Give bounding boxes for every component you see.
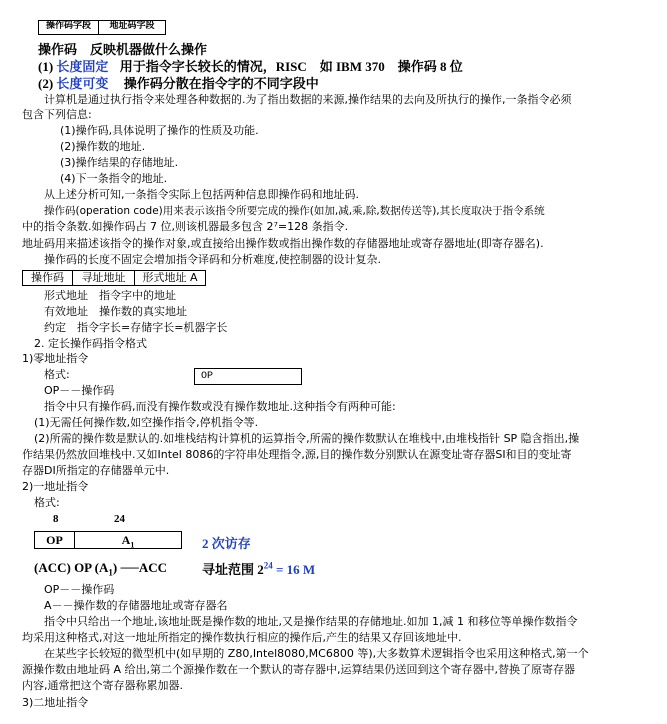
one-address-title: 2)一地址指令 xyxy=(22,480,89,493)
two-address-title: 3)二地址指令 xyxy=(22,696,89,709)
acc-expression-right: ) ──ACC xyxy=(112,560,168,575)
one-address-op-desc: OP－－操作码 xyxy=(44,583,115,596)
format-formal-address-cell: 形式地址 A xyxy=(142,271,198,284)
addressing-range-label: 寻址范围 2 xyxy=(202,562,264,577)
zero-address-op-desc: OP－－操作码 xyxy=(44,384,115,397)
addressing-range-exp: 24 xyxy=(263,560,273,571)
para-line: 包含下列信息: xyxy=(22,108,92,121)
one-address-line: 指令中只给出一个地址,该地址既是操作数的地址,又是操作结果的存储地址.如加 1,减 1 和移位等单操作数指令 xyxy=(44,615,578,628)
para-line: 中的指令条数.如操作码占 7 位,则该机器最多包含 2⁷=128 条指令. xyxy=(22,220,349,233)
opcode-field-cell: 操作码字段 xyxy=(39,21,99,34)
para-line: (1)操作码,具体说明了操作的性质及功能. xyxy=(60,124,259,137)
one-address-format-box xyxy=(34,531,182,549)
para-line: 地址码用来描述该指令的操作对象,或直接给出操作数或指出操作数的存储器地址或寄存器地址(即寄存器名). xyxy=(22,237,544,250)
def-formal-address: 形式地址 指令字中的地址 xyxy=(44,289,176,302)
one-address-a-cell xyxy=(75,532,181,548)
acc-expression-sub: 1 xyxy=(108,567,113,578)
opcode-heading: 操作码 反映机器做什么操作 xyxy=(38,42,208,57)
addressing-range-value: = 16 M xyxy=(272,562,316,577)
para-line: (2)操作数的地址. xyxy=(60,140,146,153)
format-opcode-cell: 操作码 xyxy=(23,271,73,285)
fixed-length-desc: 用于指令字长较长的情况，RISC 如 IBM 370 操作码 8 位 xyxy=(119,59,463,74)
para-line: 从上述分析可知,一条指令实际上包括两种信息即操作码和地址码. xyxy=(44,188,359,201)
para-line: 操作码的长度不固定会增加指令译码和分析难度,使控制器的设计复杂. xyxy=(44,253,381,266)
bits-op-label: 8 xyxy=(53,513,59,525)
addressing-range xyxy=(202,559,315,578)
instruction-field-box xyxy=(38,20,166,35)
variable-length-desc: 操作码分散在指令字的不同字段中 xyxy=(123,76,319,91)
one-address-a-text: A xyxy=(121,533,131,547)
bits-a-label: 24 xyxy=(114,513,125,525)
para-line: 计算机是通过执行指令来处理各种数据的.为了指出数据的来源,操作结果的去向及所执行的操作,一条指令必须 xyxy=(44,93,572,106)
zero-address-format-label: 格式: xyxy=(44,368,70,381)
fixed-length-label: 长度固定 xyxy=(56,59,109,74)
def-effective-address: 有效地址 操作数的真实地址 xyxy=(44,305,187,318)
zero-address-line: (2)所需的操作数是默认的.如堆栈结构计算机的运算指令,所需的操作数默认在堆栈中,由堆栈指针 SP 隐含指出,操 xyxy=(34,432,580,445)
para-line: 操作码(operation code)用来表示该指令所要完成的操作(如加,减,乘,除,数据传送等),其长度取决于指令系统 xyxy=(44,205,545,217)
variable-length-line xyxy=(38,73,319,92)
def-convention: 约定 指令字长=存储字长=机器字长 xyxy=(44,321,228,334)
fixed-length-num: (1) xyxy=(38,59,54,74)
para-line: (3)操作结果的存储地址. xyxy=(60,156,179,169)
one-address-line: 源操作数由地址码 A 给出,第二个源操作数在一个默认的寄存器中,运算结果仍送回到这个寄存器中,替换了原寄存器 xyxy=(22,663,576,676)
one-address-line: 内容,通常把这个寄存器称累加器. xyxy=(22,679,183,692)
acc-expression-left: (ACC) OP (A xyxy=(34,560,109,575)
zero-address-line: 指令中只有操作码,而没有操作数或没有操作数地址.这种指令有两种可能: xyxy=(44,400,396,413)
one-address-a-sub: 1 xyxy=(130,540,135,550)
para-line: (4)下一条指令的地址. xyxy=(60,172,168,185)
one-address-line: 均采用这种格式,对这一地址所指定的操作数执行相应的操作后,产生的结果又存回该地址中. xyxy=(22,631,462,644)
zero-address-op-box xyxy=(194,368,302,385)
zero-address-title: 1)零地址指令 xyxy=(22,352,89,365)
address-field-cell: 地址码字段 xyxy=(109,21,155,31)
zero-address-line: (1)无需任何操作数,如空操作指令,停机指令等. xyxy=(34,416,259,429)
variable-length-label: 长度可变 xyxy=(56,76,109,91)
one-address-a-desc: A－－操作数的存储器地址或寄存器名 xyxy=(44,599,228,612)
one-address-line: 在某些字长较短的微型机中(如早期的 Z80,Intel8080,MC6800 等),大多数算术逻辑指令也采用这种格式,第一个 xyxy=(44,647,589,660)
zero-address-line: 存器DI所指定的存储器单元中. xyxy=(22,464,170,477)
section-fixed-opcode-format: 2. 定长操作码指令格式 xyxy=(34,337,147,350)
one-address-format-label: 格式: xyxy=(34,496,60,509)
acc-expression xyxy=(34,560,167,578)
one-address-op-cell: OP xyxy=(35,532,75,548)
variable-length-num: (2) xyxy=(38,76,54,91)
zero-address-op-text: OP xyxy=(201,371,214,382)
memory-access-label: 2 次访存 xyxy=(202,536,251,551)
instruction-format-box xyxy=(22,270,206,286)
format-addressing-cell: 寻址地址 xyxy=(73,271,135,285)
zero-address-line: 作结果仍然放回堆栈中.又如Intel 8086的字符串处理指令,源,目的操作数分别默认在源变址寄存器SI和目的变址寄 xyxy=(22,448,572,461)
